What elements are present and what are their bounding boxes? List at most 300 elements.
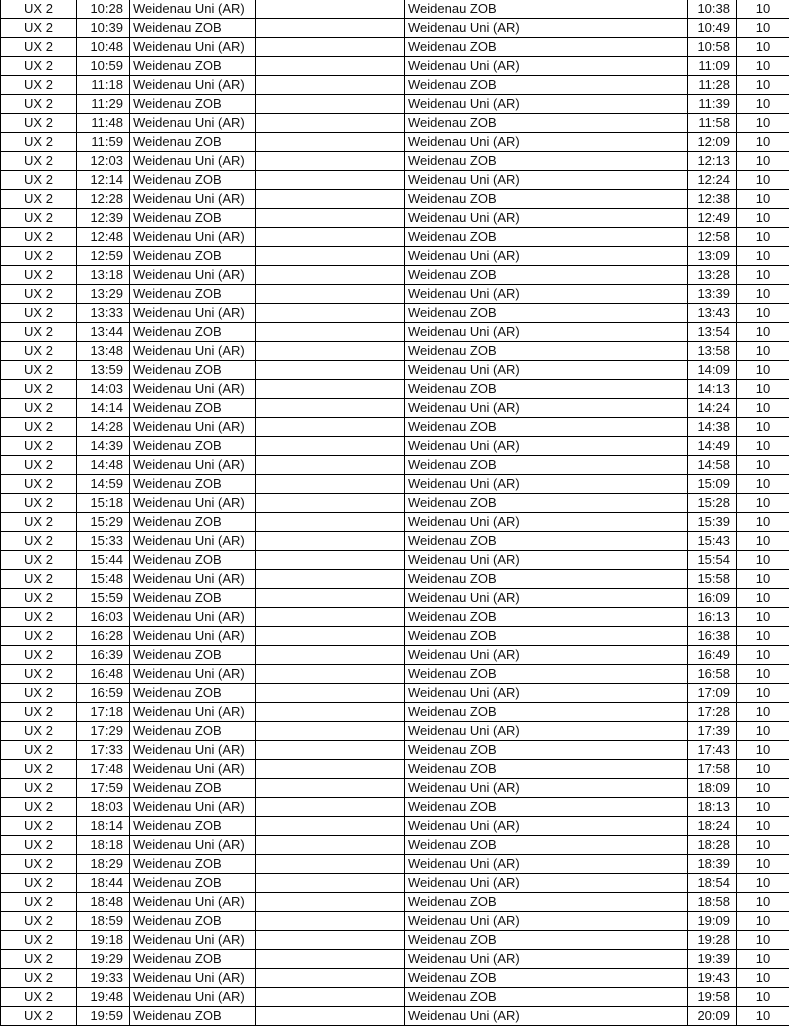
arrival-time-cell: 18:58 bbox=[688, 893, 737, 912]
spacer-cell bbox=[256, 266, 405, 285]
departure-time-cell: 17:29 bbox=[77, 722, 130, 741]
duration-cell: 10 bbox=[737, 969, 789, 988]
table-row bbox=[1, 247, 789, 266]
arrival-time-cell: 19:09 bbox=[688, 912, 737, 931]
duration-cell: 10 bbox=[737, 380, 789, 399]
departure-time-cell: 11:29 bbox=[77, 95, 130, 114]
line-cell: UX 2 bbox=[1, 779, 77, 798]
arrival-time-cell: 12:49 bbox=[688, 209, 737, 228]
spacer-cell bbox=[256, 513, 405, 532]
destination-stop-cell: Weidenau ZOB bbox=[405, 741, 688, 760]
line-cell: UX 2 bbox=[1, 437, 77, 456]
departure-time-cell: 17:59 bbox=[77, 779, 130, 798]
destination-stop-cell: Weidenau ZOB bbox=[405, 570, 688, 589]
destination-stop-cell: Weidenau Uni (AR) bbox=[405, 513, 688, 532]
arrival-time-cell: 13:54 bbox=[688, 323, 737, 342]
line-cell: UX 2 bbox=[1, 969, 77, 988]
spacer-cell bbox=[256, 228, 405, 247]
arrival-time-cell: 15:54 bbox=[688, 551, 737, 570]
destination-stop-cell: Weidenau Uni (AR) bbox=[405, 285, 688, 304]
duration-cell: 10 bbox=[737, 114, 789, 133]
arrival-time-cell: 14:38 bbox=[688, 418, 737, 437]
table-row bbox=[1, 152, 789, 171]
duration-cell: 10 bbox=[737, 1007, 789, 1026]
destination-stop-cell: Weidenau ZOB bbox=[405, 969, 688, 988]
departure-time-cell: 19:33 bbox=[77, 969, 130, 988]
line-cell: UX 2 bbox=[1, 665, 77, 684]
spacer-cell bbox=[256, 399, 405, 418]
duration-cell: 10 bbox=[737, 532, 789, 551]
line-cell: UX 2 bbox=[1, 893, 77, 912]
duration-cell: 10 bbox=[737, 912, 789, 931]
duration-cell: 10 bbox=[737, 361, 789, 380]
table-row bbox=[1, 589, 789, 608]
arrival-time-cell: 14:13 bbox=[688, 380, 737, 399]
departure-time-cell: 17:33 bbox=[77, 741, 130, 760]
destination-stop-cell: Weidenau ZOB bbox=[405, 760, 688, 779]
table-row bbox=[1, 684, 789, 703]
origin-stop-cell: Weidenau Uni (AR) bbox=[130, 114, 256, 133]
duration-cell: 10 bbox=[737, 779, 789, 798]
departure-time-cell: 12:03 bbox=[77, 152, 130, 171]
line-cell: UX 2 bbox=[1, 456, 77, 475]
spacer-cell bbox=[256, 19, 405, 38]
origin-stop-cell: Weidenau ZOB bbox=[130, 589, 256, 608]
line-cell: UX 2 bbox=[1, 19, 77, 38]
duration-cell: 10 bbox=[737, 874, 789, 893]
table-row bbox=[1, 760, 789, 779]
departure-time-cell: 18:18 bbox=[77, 836, 130, 855]
arrival-time-cell: 17:58 bbox=[688, 760, 737, 779]
duration-cell: 10 bbox=[737, 760, 789, 779]
spacer-cell bbox=[256, 418, 405, 437]
line-cell: UX 2 bbox=[1, 627, 77, 646]
line-cell: UX 2 bbox=[1, 361, 77, 380]
departure-time-cell: 17:48 bbox=[77, 760, 130, 779]
spacer-cell bbox=[256, 171, 405, 190]
table-row bbox=[1, 57, 789, 76]
origin-stop-cell: Weidenau Uni (AR) bbox=[130, 190, 256, 209]
line-cell: UX 2 bbox=[1, 589, 77, 608]
table-row bbox=[1, 209, 789, 228]
departure-time-cell: 12:28 bbox=[77, 190, 130, 209]
destination-stop-cell: Weidenau ZOB bbox=[405, 38, 688, 57]
duration-cell: 10 bbox=[737, 247, 789, 266]
destination-stop-cell: Weidenau ZOB bbox=[405, 342, 688, 361]
table-row bbox=[1, 969, 789, 988]
arrival-time-cell: 13:43 bbox=[688, 304, 737, 323]
departure-time-cell: 16:39 bbox=[77, 646, 130, 665]
duration-cell: 10 bbox=[737, 551, 789, 570]
departure-time-cell: 16:28 bbox=[77, 627, 130, 646]
duration-cell: 10 bbox=[737, 988, 789, 1007]
spacer-cell bbox=[256, 1007, 405, 1026]
table-row bbox=[1, 456, 789, 475]
departure-time-cell: 15:33 bbox=[77, 532, 130, 551]
destination-stop-cell: Weidenau ZOB bbox=[405, 190, 688, 209]
origin-stop-cell: Weidenau Uni (AR) bbox=[130, 38, 256, 57]
origin-stop-cell: Weidenau ZOB bbox=[130, 950, 256, 969]
line-cell: UX 2 bbox=[1, 513, 77, 532]
line-cell: UX 2 bbox=[1, 760, 77, 779]
spacer-cell bbox=[256, 57, 405, 76]
destination-stop-cell: Weidenau Uni (AR) bbox=[405, 855, 688, 874]
departure-time-cell: 14:03 bbox=[77, 380, 130, 399]
departure-time-cell: 11:48 bbox=[77, 114, 130, 133]
origin-stop-cell: Weidenau ZOB bbox=[130, 855, 256, 874]
line-cell: UX 2 bbox=[1, 342, 77, 361]
arrival-time-cell: 17:28 bbox=[688, 703, 737, 722]
departure-time-cell: 19:48 bbox=[77, 988, 130, 1007]
arrival-time-cell: 18:24 bbox=[688, 817, 737, 836]
spacer-cell bbox=[256, 0, 405, 19]
table-row bbox=[1, 532, 789, 551]
origin-stop-cell: Weidenau Uni (AR) bbox=[130, 304, 256, 323]
spacer-cell bbox=[256, 456, 405, 475]
arrival-time-cell: 16:58 bbox=[688, 665, 737, 684]
origin-stop-cell: Weidenau Uni (AR) bbox=[130, 570, 256, 589]
duration-cell: 10 bbox=[737, 608, 789, 627]
departure-time-cell: 18:29 bbox=[77, 855, 130, 874]
line-cell: UX 2 bbox=[1, 551, 77, 570]
line-cell: UX 2 bbox=[1, 798, 77, 817]
duration-cell: 10 bbox=[737, 513, 789, 532]
origin-stop-cell: Weidenau Uni (AR) bbox=[130, 342, 256, 361]
spacer-cell bbox=[256, 646, 405, 665]
origin-stop-cell: Weidenau ZOB bbox=[130, 513, 256, 532]
arrival-time-cell: 10:58 bbox=[688, 38, 737, 57]
origin-stop-cell: Weidenau Uni (AR) bbox=[130, 266, 256, 285]
duration-cell: 10 bbox=[737, 684, 789, 703]
origin-stop-cell: Weidenau ZOB bbox=[130, 551, 256, 570]
departure-time-cell: 19:29 bbox=[77, 950, 130, 969]
line-cell: UX 2 bbox=[1, 76, 77, 95]
line-cell: UX 2 bbox=[1, 133, 77, 152]
destination-stop-cell: Weidenau ZOB bbox=[405, 304, 688, 323]
table-row bbox=[1, 608, 789, 627]
origin-stop-cell: Weidenau Uni (AR) bbox=[130, 988, 256, 1007]
origin-stop-cell: Weidenau Uni (AR) bbox=[130, 836, 256, 855]
destination-stop-cell: Weidenau Uni (AR) bbox=[405, 589, 688, 608]
origin-stop-cell: Weidenau ZOB bbox=[130, 475, 256, 494]
arrival-time-cell: 19:43 bbox=[688, 969, 737, 988]
spacer-cell bbox=[256, 798, 405, 817]
origin-stop-cell: Weidenau Uni (AR) bbox=[130, 0, 256, 19]
table-row bbox=[1, 570, 789, 589]
table-row bbox=[1, 931, 789, 950]
spacer-cell bbox=[256, 988, 405, 1007]
duration-cell: 10 bbox=[737, 323, 789, 342]
arrival-time-cell: 10:49 bbox=[688, 19, 737, 38]
arrival-time-cell: 12:13 bbox=[688, 152, 737, 171]
table-row bbox=[1, 228, 789, 247]
arrival-time-cell: 15:58 bbox=[688, 570, 737, 589]
line-cell: UX 2 bbox=[1, 228, 77, 247]
departure-time-cell: 10:28 bbox=[77, 0, 130, 19]
spacer-cell bbox=[256, 437, 405, 456]
spacer-cell bbox=[256, 589, 405, 608]
duration-cell: 10 bbox=[737, 627, 789, 646]
line-cell: UX 2 bbox=[1, 285, 77, 304]
departure-time-cell: 18:59 bbox=[77, 912, 130, 931]
table-row bbox=[1, 342, 789, 361]
duration-cell: 10 bbox=[737, 399, 789, 418]
destination-stop-cell: Weidenau Uni (AR) bbox=[405, 209, 688, 228]
duration-cell: 10 bbox=[737, 342, 789, 361]
line-cell: UX 2 bbox=[1, 323, 77, 342]
arrival-time-cell: 18:28 bbox=[688, 836, 737, 855]
duration-cell: 10 bbox=[737, 722, 789, 741]
destination-stop-cell: Weidenau ZOB bbox=[405, 532, 688, 551]
destination-stop-cell: Weidenau Uni (AR) bbox=[405, 551, 688, 570]
arrival-time-cell: 12:24 bbox=[688, 171, 737, 190]
line-cell: UX 2 bbox=[1, 209, 77, 228]
origin-stop-cell: Weidenau ZOB bbox=[130, 722, 256, 741]
duration-cell: 10 bbox=[737, 741, 789, 760]
table-row bbox=[1, 133, 789, 152]
origin-stop-cell: Weidenau ZOB bbox=[130, 779, 256, 798]
duration-cell: 10 bbox=[737, 95, 789, 114]
table-row bbox=[1, 190, 789, 209]
destination-stop-cell: Weidenau ZOB bbox=[405, 703, 688, 722]
duration-cell: 10 bbox=[737, 665, 789, 684]
arrival-time-cell: 15:09 bbox=[688, 475, 737, 494]
arrival-time-cell: 12:58 bbox=[688, 228, 737, 247]
arrival-time-cell: 16:13 bbox=[688, 608, 737, 627]
arrival-time-cell: 16:49 bbox=[688, 646, 737, 665]
origin-stop-cell: Weidenau ZOB bbox=[130, 912, 256, 931]
destination-stop-cell: Weidenau ZOB bbox=[405, 836, 688, 855]
line-cell: UX 2 bbox=[1, 304, 77, 323]
departure-time-cell: 12:39 bbox=[77, 209, 130, 228]
duration-cell: 10 bbox=[737, 76, 789, 95]
origin-stop-cell: Weidenau Uni (AR) bbox=[130, 380, 256, 399]
arrival-time-cell: 13:58 bbox=[688, 342, 737, 361]
destination-stop-cell: Weidenau Uni (AR) bbox=[405, 323, 688, 342]
destination-stop-cell: Weidenau Uni (AR) bbox=[405, 133, 688, 152]
origin-stop-cell: Weidenau Uni (AR) bbox=[130, 627, 256, 646]
destination-stop-cell: Weidenau ZOB bbox=[405, 988, 688, 1007]
table-row bbox=[1, 19, 789, 38]
line-cell: UX 2 bbox=[1, 171, 77, 190]
spacer-cell bbox=[256, 95, 405, 114]
destination-stop-cell: Weidenau Uni (AR) bbox=[405, 646, 688, 665]
spacer-cell bbox=[256, 551, 405, 570]
spacer-cell bbox=[256, 190, 405, 209]
origin-stop-cell: Weidenau ZOB bbox=[130, 171, 256, 190]
line-cell: UX 2 bbox=[1, 532, 77, 551]
spacer-cell bbox=[256, 494, 405, 513]
table-row bbox=[1, 874, 789, 893]
duration-cell: 10 bbox=[737, 589, 789, 608]
origin-stop-cell: Weidenau Uni (AR) bbox=[130, 760, 256, 779]
arrival-time-cell: 11:09 bbox=[688, 57, 737, 76]
table-row bbox=[1, 95, 789, 114]
line-cell: UX 2 bbox=[1, 988, 77, 1007]
departure-time-cell: 10:39 bbox=[77, 19, 130, 38]
destination-stop-cell: Weidenau Uni (AR) bbox=[405, 437, 688, 456]
line-cell: UX 2 bbox=[1, 114, 77, 133]
duration-cell: 10 bbox=[737, 57, 789, 76]
arrival-time-cell: 10:38 bbox=[688, 0, 737, 19]
destination-stop-cell: Weidenau Uni (AR) bbox=[405, 1007, 688, 1026]
table-row bbox=[1, 1007, 789, 1026]
table-row bbox=[1, 551, 789, 570]
arrival-time-cell: 15:39 bbox=[688, 513, 737, 532]
departure-time-cell: 11:59 bbox=[77, 133, 130, 152]
departure-time-cell: 18:44 bbox=[77, 874, 130, 893]
table-row bbox=[1, 912, 789, 931]
table-row bbox=[1, 399, 789, 418]
destination-stop-cell: Weidenau ZOB bbox=[405, 114, 688, 133]
table-row bbox=[1, 703, 789, 722]
table-row bbox=[1, 323, 789, 342]
departure-time-cell: 14:28 bbox=[77, 418, 130, 437]
arrival-time-cell: 13:28 bbox=[688, 266, 737, 285]
duration-cell: 10 bbox=[737, 570, 789, 589]
spacer-cell bbox=[256, 684, 405, 703]
timetable-body bbox=[1, 0, 789, 1026]
arrival-time-cell: 19:58 bbox=[688, 988, 737, 1007]
destination-stop-cell: Weidenau Uni (AR) bbox=[405, 912, 688, 931]
origin-stop-cell: Weidenau ZOB bbox=[130, 399, 256, 418]
duration-cell: 10 bbox=[737, 817, 789, 836]
origin-stop-cell: Weidenau ZOB bbox=[130, 646, 256, 665]
spacer-cell bbox=[256, 342, 405, 361]
spacer-cell bbox=[256, 114, 405, 133]
spacer-cell bbox=[256, 380, 405, 399]
origin-stop-cell: Weidenau ZOB bbox=[130, 817, 256, 836]
origin-stop-cell: Weidenau ZOB bbox=[130, 19, 256, 38]
line-cell: UX 2 bbox=[1, 0, 77, 19]
departure-time-cell: 11:18 bbox=[77, 76, 130, 95]
line-cell: UX 2 bbox=[1, 646, 77, 665]
duration-cell: 10 bbox=[737, 475, 789, 494]
destination-stop-cell: Weidenau ZOB bbox=[405, 380, 688, 399]
spacer-cell bbox=[256, 817, 405, 836]
origin-stop-cell: Weidenau Uni (AR) bbox=[130, 703, 256, 722]
arrival-time-cell: 14:24 bbox=[688, 399, 737, 418]
duration-cell: 10 bbox=[737, 950, 789, 969]
departure-time-cell: 12:59 bbox=[77, 247, 130, 266]
departure-time-cell: 19:59 bbox=[77, 1007, 130, 1026]
line-cell: UX 2 bbox=[1, 380, 77, 399]
spacer-cell bbox=[256, 323, 405, 342]
origin-stop-cell: Weidenau Uni (AR) bbox=[130, 608, 256, 627]
origin-stop-cell: Weidenau Uni (AR) bbox=[130, 152, 256, 171]
spacer-cell bbox=[256, 703, 405, 722]
destination-stop-cell: Weidenau Uni (AR) bbox=[405, 95, 688, 114]
duration-cell: 10 bbox=[737, 228, 789, 247]
origin-stop-cell: Weidenau Uni (AR) bbox=[130, 798, 256, 817]
line-cell: UX 2 bbox=[1, 741, 77, 760]
duration-cell: 10 bbox=[737, 152, 789, 171]
destination-stop-cell: Weidenau ZOB bbox=[405, 893, 688, 912]
destination-stop-cell: Weidenau Uni (AR) bbox=[405, 171, 688, 190]
origin-stop-cell: Weidenau Uni (AR) bbox=[130, 494, 256, 513]
line-cell: UX 2 bbox=[1, 152, 77, 171]
departure-time-cell: 15:29 bbox=[77, 513, 130, 532]
table-row bbox=[1, 475, 789, 494]
spacer-cell bbox=[256, 627, 405, 646]
spacer-cell bbox=[256, 570, 405, 589]
table-row bbox=[1, 418, 789, 437]
table-row bbox=[1, 266, 789, 285]
arrival-time-cell: 14:09 bbox=[688, 361, 737, 380]
spacer-cell bbox=[256, 209, 405, 228]
line-cell: UX 2 bbox=[1, 608, 77, 627]
line-cell: UX 2 bbox=[1, 722, 77, 741]
duration-cell: 10 bbox=[737, 285, 789, 304]
destination-stop-cell: Weidenau Uni (AR) bbox=[405, 247, 688, 266]
table-row bbox=[1, 494, 789, 513]
duration-cell: 10 bbox=[737, 893, 789, 912]
spacer-cell bbox=[256, 836, 405, 855]
table-row bbox=[1, 798, 789, 817]
destination-stop-cell: Weidenau Uni (AR) bbox=[405, 361, 688, 380]
arrival-time-cell: 17:09 bbox=[688, 684, 737, 703]
table-row bbox=[1, 722, 789, 741]
spacer-cell bbox=[256, 247, 405, 266]
destination-stop-cell: Weidenau Uni (AR) bbox=[405, 684, 688, 703]
origin-stop-cell: Weidenau ZOB bbox=[130, 323, 256, 342]
spacer-cell bbox=[256, 532, 405, 551]
destination-stop-cell: Weidenau ZOB bbox=[405, 418, 688, 437]
departure-time-cell: 18:14 bbox=[77, 817, 130, 836]
departure-time-cell: 13:48 bbox=[77, 342, 130, 361]
table-row bbox=[1, 437, 789, 456]
destination-stop-cell: Weidenau Uni (AR) bbox=[405, 779, 688, 798]
origin-stop-cell: Weidenau ZOB bbox=[130, 437, 256, 456]
line-cell: UX 2 bbox=[1, 266, 77, 285]
line-cell: UX 2 bbox=[1, 836, 77, 855]
line-cell: UX 2 bbox=[1, 418, 77, 437]
arrival-time-cell: 11:58 bbox=[688, 114, 737, 133]
origin-stop-cell: Weidenau ZOB bbox=[130, 285, 256, 304]
line-cell: UX 2 bbox=[1, 874, 77, 893]
line-cell: UX 2 bbox=[1, 38, 77, 57]
departure-time-cell: 12:48 bbox=[77, 228, 130, 247]
line-cell: UX 2 bbox=[1, 57, 77, 76]
duration-cell: 10 bbox=[737, 133, 789, 152]
table-row bbox=[1, 988, 789, 1007]
spacer-cell bbox=[256, 779, 405, 798]
arrival-time-cell: 13:39 bbox=[688, 285, 737, 304]
spacer-cell bbox=[256, 665, 405, 684]
destination-stop-cell: Weidenau Uni (AR) bbox=[405, 57, 688, 76]
line-cell: UX 2 bbox=[1, 703, 77, 722]
line-cell: UX 2 bbox=[1, 912, 77, 931]
table-row bbox=[1, 665, 789, 684]
departure-time-cell: 13:18 bbox=[77, 266, 130, 285]
table-row bbox=[1, 76, 789, 95]
arrival-time-cell: 14:58 bbox=[688, 456, 737, 475]
table-row bbox=[1, 817, 789, 836]
destination-stop-cell: Weidenau Uni (AR) bbox=[405, 19, 688, 38]
duration-cell: 10 bbox=[737, 646, 789, 665]
spacer-cell bbox=[256, 304, 405, 323]
duration-cell: 10 bbox=[737, 418, 789, 437]
arrival-time-cell: 18:54 bbox=[688, 874, 737, 893]
arrival-time-cell: 12:09 bbox=[688, 133, 737, 152]
destination-stop-cell: Weidenau Uni (AR) bbox=[405, 722, 688, 741]
spacer-cell bbox=[256, 760, 405, 779]
line-cell: UX 2 bbox=[1, 950, 77, 969]
spacer-cell bbox=[256, 950, 405, 969]
line-cell: UX 2 bbox=[1, 684, 77, 703]
arrival-time-cell: 13:09 bbox=[688, 247, 737, 266]
spacer-cell bbox=[256, 608, 405, 627]
